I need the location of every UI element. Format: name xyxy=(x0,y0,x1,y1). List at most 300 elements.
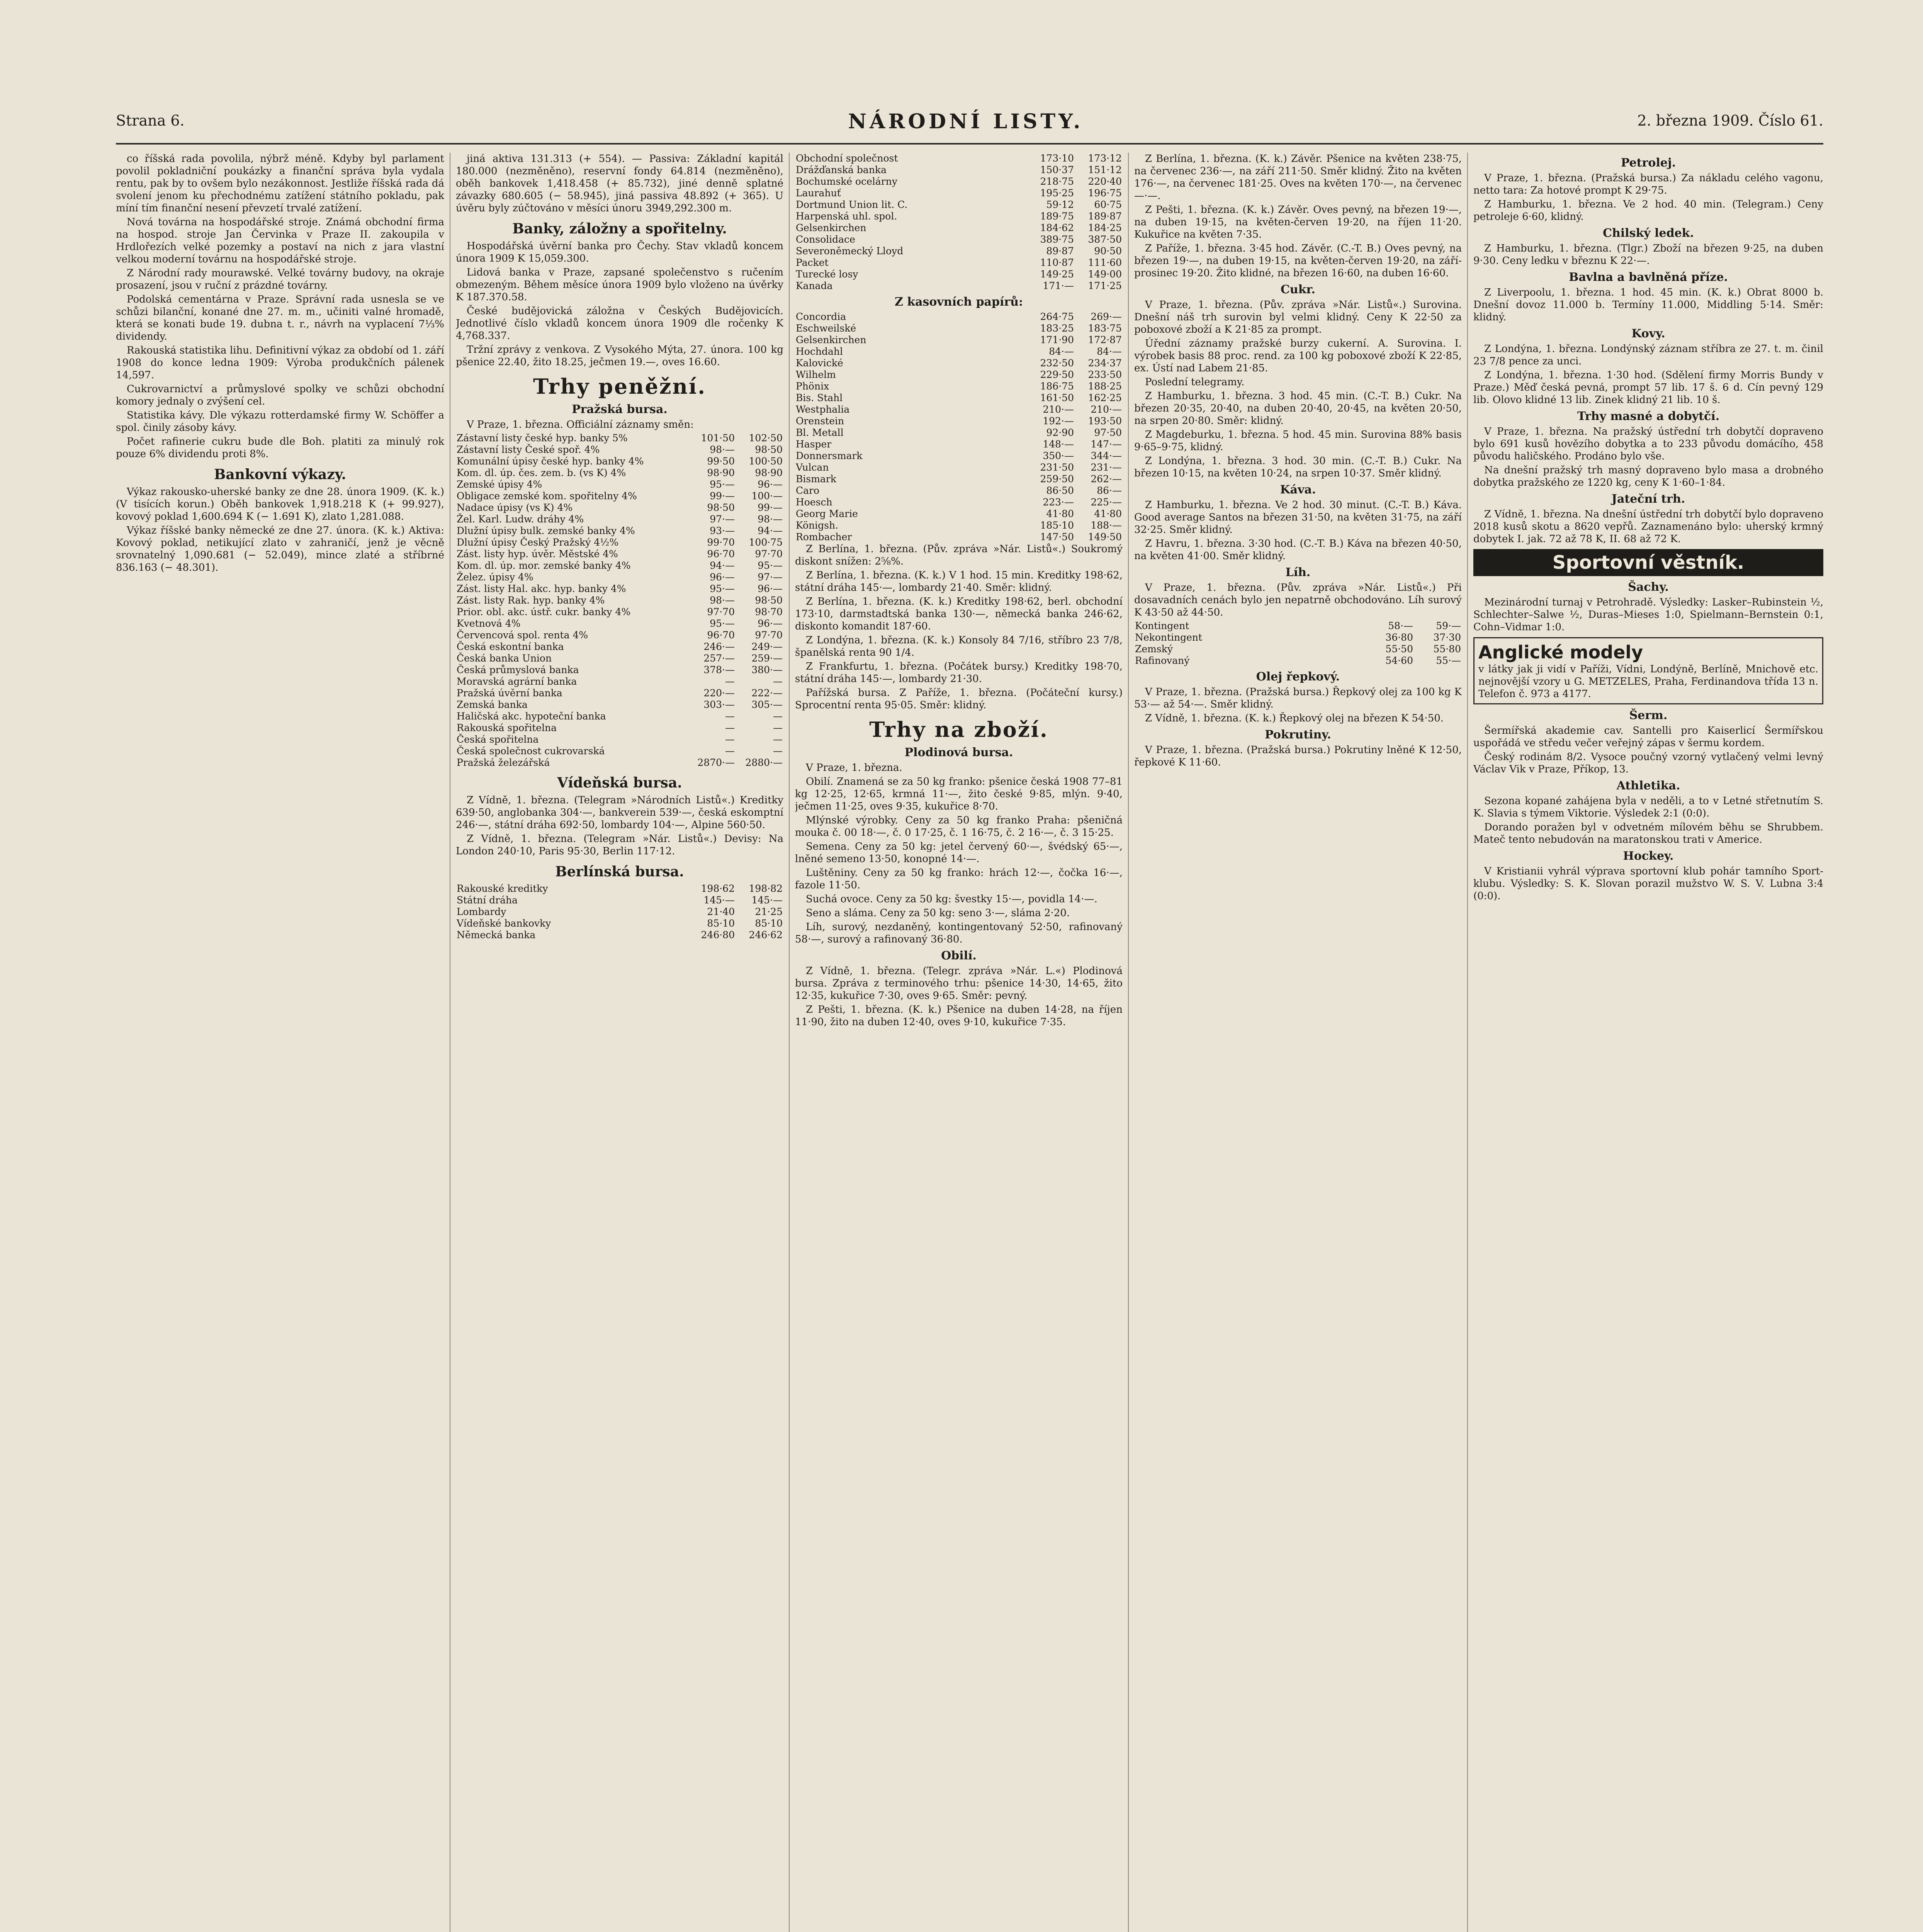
column-2 xyxy=(456,153,783,1932)
quote-row xyxy=(795,346,1123,357)
quote-row xyxy=(795,369,1123,381)
vienna-bourse-heading: Vídeňská bursa. xyxy=(557,775,682,791)
quote-row xyxy=(795,439,1123,450)
quote-value: 148·— xyxy=(1043,439,1074,450)
sugar-text xyxy=(1134,299,1462,480)
berlin-bourse-table xyxy=(456,883,783,941)
quote-value: 111·60 xyxy=(1088,257,1122,268)
quote-value: 225·— xyxy=(1091,497,1122,508)
article-paragraph: Z Londýna, 1. března. Londýnský záznam stříbra ze 27. t. m. činil 23 7/8 pence za unci. xyxy=(1473,343,1823,367)
slaughter-market-text xyxy=(1473,508,1823,545)
banks-text xyxy=(456,240,783,368)
article-paragraph: Seno a sláma. Ceny za 50 kg: seno 3·—, sláma 2·20. xyxy=(806,907,1070,919)
quote-value: 246·80 xyxy=(701,929,735,940)
quote-name: Consolidace xyxy=(796,234,855,245)
quote-name: Rafinovaný xyxy=(1135,655,1190,666)
quote-value: 99·— xyxy=(710,490,735,502)
article-paragraph: Z Národní rady mourawské. Velké továrny budovy, na okraje prosazení, jsou v ruční z prázdné továrny. xyxy=(116,267,444,291)
article-paragraph: Suchá ovoce. Ceny za 50 kg: švestky 15·—, povidla 14·—. xyxy=(806,893,1097,905)
quote-value: 100·— xyxy=(751,490,783,502)
quote-name: Česká společnost cukrovarská xyxy=(457,745,605,757)
quote-value: 222·— xyxy=(751,687,783,699)
quote-value: 188·— xyxy=(1091,520,1122,531)
quote-value: 150·37 xyxy=(1040,164,1074,175)
quote-value: 259·— xyxy=(751,653,783,664)
article-paragraph: Z Paříže, 1. března. 3·45 hod. Závěr. (C.-T. B.) Oves pevný, na březen 19·—, na duben 19·15, na květen-červen 19·20, na září-prosinec 19·20. Žito klidné, na březen 16·60, na duben 16·60. xyxy=(1134,243,1462,279)
quote-value: 97·50 xyxy=(1094,427,1122,438)
quote-value: 389·75 xyxy=(1040,234,1074,245)
quote-row xyxy=(1134,632,1462,643)
article-paragraph: České budějovická záložna v Českých Budějovicích. Jednotlivé číslo vkladů koncem února 1909 dle ročenky K 4,768.337. xyxy=(456,305,783,342)
quote-name: Kvetnová 4% xyxy=(457,618,521,629)
article-paragraph: Sezona kopané zahájena byla v neděli, a to v Letné střetnutím S. K. Slavia s týmem Viktorie. Výsledek 2:1 (0:0). xyxy=(1473,795,1823,819)
quote-value: 93·— xyxy=(710,525,735,536)
oilcake-text xyxy=(1134,744,1462,769)
quote-value: 378·— xyxy=(703,664,735,675)
quote-value: 95·— xyxy=(710,618,735,629)
quote-value: 98·— xyxy=(710,595,735,606)
quote-value: 89·87 xyxy=(1046,245,1074,257)
quote-value: 101·50 xyxy=(701,432,735,444)
quote-name: Státní dráha xyxy=(457,895,518,906)
quote-name: Dortmund Union lit. C. xyxy=(796,199,908,210)
coffee-text xyxy=(1134,499,1462,562)
saltpeter-text xyxy=(1473,242,1823,267)
quote-value: 231·50 xyxy=(1040,462,1074,473)
quote-name: Obchodní společnost xyxy=(796,153,898,164)
article-paragraph: Obilí. Znamená se za 50 kg franko: pšenice česká 1908 77–81 kg 12·25, 12·65, krmná 11·—, žito české 9·85, mlýn. 9·40, ječmen 11·25, oves 9·35, kukuřice 8·70. xyxy=(795,776,1123,812)
quote-row xyxy=(456,711,783,722)
quote-value: 97·70 xyxy=(755,629,783,641)
quote-name: Kalovické xyxy=(796,357,843,369)
column-5 xyxy=(1473,153,1823,1932)
bank-reports-heading: Bankovní výkazy. xyxy=(214,466,347,483)
quote-name: Bochumské ocelárny xyxy=(796,176,897,187)
quote-row xyxy=(456,745,783,757)
quote-row xyxy=(456,444,783,456)
hockey-heading: Hockey. xyxy=(1623,849,1674,863)
prague-bourse-note: V Praze, 1. března. Officiální záznamy směn: xyxy=(467,419,694,430)
article-paragraph: Z Hamburku, 1. března. Ve 2 hod. 30 minut. (C.-T. B.) Káva. Good average Santos na březen 31·50, na květen 31·75, na září 32·25. Směr klidný. xyxy=(1134,499,1462,536)
article-paragraph: Z Havru, 1. března. 3·30 hod. (C.-T. B.) Káva na březen 40·50, na květen 41·00. Směr klidný. xyxy=(1134,538,1462,562)
article-paragraph: Z Hamburku, 1. března. Ve 2 hod. 40 min. (Telegram.) Ceny petroleje 6·60, klidný. xyxy=(1473,199,1823,223)
spirit-table xyxy=(1134,620,1462,667)
quote-name: Hochdahl xyxy=(796,346,843,357)
quote-name: Wilhelm xyxy=(796,369,836,380)
quote-row xyxy=(795,381,1123,392)
quote-row xyxy=(795,153,1123,164)
quote-value: — xyxy=(725,745,735,757)
quote-value: 246·— xyxy=(703,641,735,652)
article-paragraph: jiná aktiva 131.313 (+ 554). — Passiva: Základní kapitál 180.000 (nezměněno), reservní fondy 64.814 (nezměněno), oběh bankovek 1,418.458 (+ 85.732), jiné denně splatné závazky 680.605 (− 58.945), jiná passiva 48.892 (+ 365). U úvěru byly zúčtováno v měsíci únoru 3949,292.300 m. xyxy=(456,153,783,214)
quote-value: 198·62 xyxy=(701,883,735,894)
quote-value: 55·50 xyxy=(1385,643,1413,655)
col3-articles xyxy=(795,543,1123,711)
quote-row xyxy=(456,502,783,514)
quote-value: 184·25 xyxy=(1088,222,1122,233)
quote-row xyxy=(456,595,783,606)
quote-row xyxy=(795,404,1123,415)
quote-value: 350·— xyxy=(1043,450,1074,461)
quote-value: — xyxy=(773,676,783,687)
petroleum-text xyxy=(1473,172,1823,223)
meat-cattle-text xyxy=(1473,425,1823,489)
quote-row xyxy=(456,467,783,479)
quote-value: 86·— xyxy=(1097,485,1122,496)
quote-value: — xyxy=(773,722,783,733)
ad-text: v látky jak ji vidí v Paříži, Vídni, Londýně, Berlíně, Mnichově etc. nejnovější vzory u G. METZELES, Praha, Ferdinandova třída 13 n. Telefon č. 973 a 4177. xyxy=(1478,663,1818,700)
column-4 xyxy=(1134,153,1462,1932)
quote-value: 86·50 xyxy=(1046,485,1074,496)
quote-name: Westphalia xyxy=(796,404,850,415)
quote-row xyxy=(456,606,783,618)
article-paragraph: V Praze, 1. března. (Pův. zpráva »Nár. Listů«.) Surovina. Dnešní náš trh surovin byl velmi klidný. Ceny K 22·50 za poboxové zboží a K 21·85 za prompt. xyxy=(1134,299,1462,335)
quote-value: — xyxy=(773,745,783,757)
quote-name: Zást. listy Rak. hyp. banky 4% xyxy=(457,595,605,606)
quote-name: Červencová spol. renta 4% xyxy=(457,629,588,641)
quote-value: 231·— xyxy=(1091,462,1122,473)
quote-value: 2870·— xyxy=(697,757,735,768)
quote-name: Hoesch xyxy=(796,497,832,508)
quote-name: Zástavní listy české hyp. banky 5% xyxy=(457,432,628,444)
fencing-text xyxy=(1473,724,1823,776)
quote-value: 96·70 xyxy=(707,548,735,560)
quote-name: Nadace úpisy (vs K) 4% xyxy=(457,502,573,513)
quote-value: 171·25 xyxy=(1088,280,1122,291)
quote-name: Pražská železářská xyxy=(457,757,550,768)
article-paragraph: Z Vídně, 1. března. Na dnešní ústřední trh dobytčí bylo dopraveno 2018 kusů skotu a 8620 vepřů. Zaznamenáno bylo: uherský krmný dobytek I. jak. 72 až 78 K, II. 68 až 72 K. xyxy=(1473,509,1823,545)
quote-value: 96·— xyxy=(758,618,783,629)
quote-name: Kontingent xyxy=(1135,620,1189,631)
quote-row xyxy=(795,280,1123,292)
quote-value: 233·50 xyxy=(1088,369,1122,380)
article-paragraph: Z Londýna, 1. března. (K. k.) Konsoly 84 7/16, stříbro 23 7/8, španělská renta 90 1/4. xyxy=(795,634,1123,658)
col1-articles xyxy=(116,153,444,460)
quote-row xyxy=(795,520,1123,531)
quote-value: 21·40 xyxy=(707,906,735,917)
article-paragraph: Z Berlína, 1. března. (Pův. zpráva »Nár. Listů«.) Soukromý diskont snížen: 2⅝%. xyxy=(795,543,1123,567)
page-header xyxy=(116,112,1823,139)
quote-value: 232·50 xyxy=(1040,357,1074,369)
quote-row xyxy=(456,653,783,664)
quote-name: Česká eskontní banka xyxy=(457,641,564,652)
sugar-heading: Cukr. xyxy=(1281,283,1315,296)
column-1 xyxy=(116,153,444,1932)
quote-row xyxy=(795,508,1123,520)
quote-value: 98·50 xyxy=(755,444,783,455)
column-divider xyxy=(1128,153,1129,1932)
quote-value: 96·— xyxy=(710,571,735,583)
article-paragraph: Hospodářská úvěrní banka pro Čechy. Stav vkladů koncem února 1909 K 15,059.300. xyxy=(456,240,783,264)
quote-row xyxy=(795,211,1123,222)
quote-row xyxy=(795,269,1123,280)
article-paragraph: Poslední telegramy. xyxy=(1145,376,1245,388)
article-paragraph: Dorando poražen byl v odvetném mílovém běhu se Shrubbem. Mateč tento nebudován na maratonskou trati v Americe. xyxy=(1473,821,1823,845)
article-paragraph: Z Frankfurtu, 1. března. (Počátek bursy.) Kreditky 198·70, státní dráha 145·—, lombardy 21·30. xyxy=(795,661,1123,685)
quote-row xyxy=(795,311,1123,323)
quote-value: 99·50 xyxy=(707,456,735,467)
grain-heading: Obilí. xyxy=(941,949,977,963)
article-paragraph: Z Berlína, 1. března. (K. k.) Závěr. Pšenice na květen 238·75, na červenec 236·—, na září 211·50. Směr klidný. Žito na květen 176·—, na červenec 181·25. Oves na květen 170·—, na červenec —·—. xyxy=(1134,153,1462,202)
quote-value: 188·25 xyxy=(1088,381,1122,392)
quote-row xyxy=(456,583,783,595)
quote-row xyxy=(456,757,783,769)
quote-row xyxy=(795,392,1123,404)
quote-row xyxy=(456,687,783,699)
article-paragraph: Nová továrna na hospodářské stroje. Známá obchodní firma na hospod. stroje Jan Červinka v Praze II. zakoupila v Hrdlořezích velké pozemky a postaví na nich z jara vlastní velkou moderní továrnu na hospodářské stroje. xyxy=(116,216,444,265)
ad-title: Anglické modely xyxy=(1478,642,1643,663)
quote-name: Concordia xyxy=(796,311,846,322)
athletics-text xyxy=(1473,795,1823,846)
quote-name: Hasper xyxy=(796,439,832,450)
quote-name: Turecké losy xyxy=(796,269,858,280)
quote-row xyxy=(456,490,783,502)
quote-value: 196·75 xyxy=(1088,187,1122,199)
coffee-heading: Káva. xyxy=(1280,483,1316,497)
quote-row xyxy=(456,918,783,929)
quote-row xyxy=(795,450,1123,462)
quote-name: Komunální úpisy české hyp. banky 4% xyxy=(457,456,644,467)
produce-bourse-heading: Plodinová bursa. xyxy=(904,746,1013,759)
quote-name: Vídeňské bankovky xyxy=(457,918,551,929)
quote-value: 58·— xyxy=(1388,620,1413,631)
quote-value: 55·— xyxy=(1436,655,1461,666)
hockey-text xyxy=(1473,865,1823,902)
chess-text xyxy=(1473,596,1823,633)
quote-value: 90·50 xyxy=(1094,245,1122,257)
column-divider xyxy=(789,153,790,1932)
quote-name: Donnersmark xyxy=(796,450,863,461)
quote-value: 98·50 xyxy=(755,595,783,606)
quote-value: 264·75 xyxy=(1040,311,1074,322)
quote-value: 186·75 xyxy=(1040,381,1074,392)
quote-value: 161·50 xyxy=(1040,392,1074,403)
quote-name: Zástavní listy České spoř. 4% xyxy=(457,444,600,455)
quote-name: Lombardy xyxy=(457,906,506,917)
quote-value: 99·— xyxy=(758,502,783,513)
quote-value: 147·— xyxy=(1091,439,1122,450)
quote-row xyxy=(795,462,1123,473)
quote-value: 173·12 xyxy=(1088,153,1122,164)
quote-name: Zemské úpisy 4% xyxy=(457,479,542,490)
quote-name: Obligace zemské kom. spořitelny 4% xyxy=(457,490,637,502)
quote-value: 220·40 xyxy=(1088,176,1122,187)
issue-date-number: 2. března 1909. Číslo 61. xyxy=(1637,112,1823,129)
quote-row xyxy=(795,323,1123,334)
quote-value: 172·87 xyxy=(1088,334,1122,345)
quote-row xyxy=(456,514,783,525)
article-paragraph: Semena. Ceny za 50 kg: jetel červený 60·—, švédský 65·—, lněné semeno 13·50, konopné 14·—. xyxy=(795,841,1123,865)
quote-row xyxy=(456,479,783,490)
quote-name: Eschweilské xyxy=(796,323,856,334)
quote-row xyxy=(456,906,783,918)
rapeseed-oil-text xyxy=(1134,686,1462,724)
quote-name: Nekontingent xyxy=(1135,632,1203,643)
quote-name: Severoněmecký Lloyd xyxy=(796,245,904,257)
spirit-heading: Líh. xyxy=(1285,566,1311,579)
header-rule xyxy=(116,143,1823,145)
quote-value: 344·— xyxy=(1091,450,1122,461)
quote-row xyxy=(1134,655,1462,667)
article-paragraph: V Praze, 1. března. (Pův. zpráva »Nár. Listů«.) Při dosavadních cenách bylo jen nepatrně obchodováno. Líh surový K 43·50 až 44·50. xyxy=(1134,582,1462,618)
quote-value: 94·— xyxy=(758,525,783,536)
quote-value: 97·70 xyxy=(755,548,783,560)
berlin-bourse-heading: Berlínská bursa. xyxy=(555,864,684,880)
quote-value: 262·— xyxy=(1091,473,1122,485)
petroleum-heading: Petrolej. xyxy=(1621,156,1676,170)
quote-name: Rombacher xyxy=(796,531,852,543)
quote-value: 193·50 xyxy=(1088,415,1122,427)
quote-value: 218·75 xyxy=(1040,176,1074,187)
quote-row xyxy=(456,537,783,548)
quote-value: 220·— xyxy=(703,687,735,699)
quote-value: 60·75 xyxy=(1094,199,1122,210)
quote-name: Vulcan xyxy=(796,462,829,473)
quote-value: 195·25 xyxy=(1040,187,1074,199)
quote-name: Rakouská spořitelna xyxy=(457,722,557,733)
money-markets-heading: Trhy peněžní. xyxy=(533,374,707,399)
quote-value: 84·— xyxy=(1049,346,1074,357)
article-paragraph: Z Liverpoolu, 1. března. 1 hod. 45 min. (K. k.) Obrat 8000 b. Dnešní dovoz 11.000 b. Termíny 11.000, Middling 5·14. Směr: klidný. xyxy=(1473,287,1823,323)
quote-name: Kom. dl. úp. mor. zemské banky 4% xyxy=(457,560,631,571)
quote-value: 41·80 xyxy=(1094,508,1122,519)
quote-row xyxy=(456,734,783,745)
quote-row xyxy=(456,629,783,641)
quote-name: Harpenská uhl. spol. xyxy=(796,211,897,222)
quote-row xyxy=(456,548,783,560)
quote-value: 54·60 xyxy=(1385,655,1413,666)
article-paragraph: V Praze, 1. března. Na pražský ústřední trh dobytčí dopraveno bylo 691 kusů hovězího dobytka a to 233 původu domácího, 458 původu haličského. Prodáno bylo vše. xyxy=(1473,426,1823,462)
quote-value: 99·70 xyxy=(707,537,735,548)
quote-value: 98·90 xyxy=(755,467,783,478)
quote-row xyxy=(456,722,783,734)
quote-row xyxy=(795,222,1123,234)
quote-value: 147·50 xyxy=(1040,531,1074,543)
article-paragraph: Z Pešti, 1. března. (K. k.) Pšenice na duben 14·28, na říjen 11·90, žito na duben 12·40, oves 9·10, kukuřice 7·35. xyxy=(795,1004,1123,1028)
quote-name: Kom. dl. úp. čes. zem. b. (vs K) 4% xyxy=(457,467,626,478)
quote-value: 84·— xyxy=(1097,346,1122,357)
quote-name: Česká spořitelna xyxy=(457,734,539,745)
quote-value: 98·70 xyxy=(755,606,783,617)
quote-value: 95·— xyxy=(758,560,783,571)
article-paragraph: Líh, surový, nezdaněný, kontingentovaný 52·50, rafinovaný 58·—, surový a rafinovaný 36·80. xyxy=(795,921,1123,945)
quote-value: 387·50 xyxy=(1088,234,1122,245)
quote-value: 97·— xyxy=(758,571,783,583)
quote-name: Königsh. xyxy=(796,520,839,531)
quote-value: 55·80 xyxy=(1433,643,1461,655)
quote-value: 41·80 xyxy=(1046,508,1074,519)
quote-value: 380·— xyxy=(751,664,783,675)
quote-value: 189·75 xyxy=(1040,211,1074,222)
article-paragraph: Mezinárodní turnaj v Petrohradě. Výsledky: Lasker–Rubinstein ½, Schlechter–Salwe ½, Duras–Mieses 1:0, Spielmann–Bernstein 0:1, Cohn–Vidmar 1:0. xyxy=(1473,597,1823,633)
quote-value: 171·90 xyxy=(1040,334,1074,345)
quote-name: Bismark xyxy=(796,473,836,485)
quote-row xyxy=(456,641,783,653)
quote-row xyxy=(795,485,1123,497)
article-paragraph: Z Hamburku, 1. března. 3 hod. 45 min. (C.-T. B.) Cukr. Na březen 20·35, 20·40, na duben 20·40, 20·45, na květen 20·50, na srpen 20·80. Směr: klidný. xyxy=(1134,390,1462,427)
quote-row xyxy=(456,699,783,711)
fencing-heading: Šerm. xyxy=(1629,709,1668,722)
quote-value: — xyxy=(725,676,735,687)
quote-value: 246·62 xyxy=(749,929,783,940)
quote-row xyxy=(795,334,1123,346)
article-paragraph: Z Vídně, 1. března. (Telegram »Národních Listů«.) Kreditky 639·50, anglobanka 304·—, bankverein 539·—, česká eskomptní 246·—, státní dráha 692·50, lombardy 104·—, Alpine 560·50. xyxy=(456,794,783,831)
quote-value: 95·— xyxy=(710,479,735,490)
quote-row xyxy=(795,427,1123,439)
article-paragraph: Z Magdeburku, 1. března. 5 hod. 45 min. Surovina 88% basis 9·65–9·75, klidný. xyxy=(1134,429,1462,453)
article-paragraph: Na dnešní pražský trh masný dopraveno bylo masa a drobného dobytka pražského ze 1220 kg, ceny K 1·60–1·84. xyxy=(1473,464,1823,488)
quote-row xyxy=(456,664,783,676)
quote-row xyxy=(795,257,1123,269)
quote-row xyxy=(795,187,1123,199)
quote-name: Moravská agrární banka xyxy=(457,676,577,687)
quote-value: 96·— xyxy=(758,479,783,490)
article-paragraph: Z Vídně, 1. března. (Telegr. zpráva »Nár. L.«) Plodinová bursa. Zpráva z terminového trhu: pšenice 14·30, 14·65, žito 12·35, kukuřice 7·30, oves 9·65. Směr: pevný. xyxy=(795,965,1123,1002)
banks-heading: Banky, záložny a spořitelny. xyxy=(512,221,727,237)
saltpeter-heading: Chilský ledek. xyxy=(1603,226,1694,240)
quote-name: Zást. listy Hal. akc. hyp. banky 4% xyxy=(457,583,626,594)
quote-value: 192·— xyxy=(1043,415,1074,427)
cotton-text xyxy=(1473,286,1823,323)
article-paragraph: Český rodinám 8/2. Vysoce poučný vzorný vytlačený velmi levný Václav Vik v Praze, Příkop, 13. xyxy=(1473,751,1823,775)
quote-row xyxy=(795,245,1123,257)
quote-name: Zást. listy hyp. úvěr. Městské 4% xyxy=(457,548,618,560)
slaughter-market-heading: Jateční trh. xyxy=(1611,492,1685,506)
quote-name: Zemský xyxy=(1135,643,1173,655)
quote-row xyxy=(795,176,1123,187)
article-paragraph: Lidová banka v Praze, zapsané společenstvo s ručením obmezeným. Během měsíce února 1909 bylo vloženo na úvěrky K 187.370.58. xyxy=(456,267,783,303)
quote-name: Orenstein xyxy=(796,415,844,427)
quote-row xyxy=(1134,643,1462,655)
quote-value: 110·87 xyxy=(1040,257,1074,268)
article-paragraph: V Praze, 1. března. (Pražská bursa.) Řepkový olej za 100 kg K 53·— až 54·—. Směr klidný. xyxy=(1134,686,1462,710)
quote-value: 183·25 xyxy=(1040,323,1074,334)
quote-name: Laurahuť xyxy=(796,187,841,199)
quote-value: 145·— xyxy=(703,895,735,906)
article-paragraph: Výkaz říšské banky německé ze dne 27. února. (K. k.) Aktiva: Kovový poklad, netikující zlato v zahraničí, jenž je věcně srovnatelný 1,090.681 (− 52.049), mince zlaté a stříbrné 836.163 (− 48.301). xyxy=(116,525,444,573)
quote-value: 173·10 xyxy=(1040,153,1074,164)
quote-value: 189·87 xyxy=(1088,211,1122,222)
quote-name: Drážďanská banka xyxy=(796,164,887,175)
quote-value: — xyxy=(725,734,735,745)
metals-heading: Kovy. xyxy=(1631,327,1665,340)
quote-value: 21·25 xyxy=(755,906,783,917)
article-paragraph: V Praze, 1. března. (Pražská bursa.) Pokrutiny lněné K 12·50, řepkové K 11·60. xyxy=(1134,744,1462,768)
quote-name: Žel. Karl. Ludw. dráhy 4% xyxy=(457,514,584,525)
article-paragraph: Výkaz rakousko-uherské banky ze dne 28. února 1909. (K. k.) (V tisících korun.) Oběh bankovek 1,918.218 K (+ 99.927), kovový poklad 1,600.694 K (− 1.691 K), zlato 1,281.088. xyxy=(116,486,444,522)
quote-row xyxy=(1134,620,1462,632)
quote-name: Zemská banka xyxy=(457,699,528,710)
column-3 xyxy=(795,153,1123,1932)
article-paragraph: Podolská cementárna v Praze. Správní rada usnesla se ve schůzi bilanční, konané dne 27. m. m., učiniti valné hromadě, která se konati bude 19. dubna t. r., návrh na vyplacení 7⅓% dividendy. xyxy=(116,294,444,342)
article-paragraph: Úřední záznamy pražské burzy cukerní. A. Surovina. I. výrobek basis 88 proc. rend. za 100 kg poboxové zboží K 22·85, ex. Ústí nad Labem 21·85. xyxy=(1134,338,1462,374)
article-paragraph: Z Vídně, 1. března. (K. k.) Řepkový olej na březen K 54·50. xyxy=(1145,713,1444,724)
metals-text xyxy=(1473,343,1823,406)
quote-value: 145·— xyxy=(751,895,783,906)
quote-value: 149·00 xyxy=(1088,269,1122,280)
quote-name: Bl. Metall xyxy=(796,427,844,438)
quote-value: 98·— xyxy=(710,444,735,455)
quote-value: 305·— xyxy=(751,699,783,710)
quote-value: 100·75 xyxy=(749,537,783,548)
quote-value: 37·30 xyxy=(1433,632,1461,643)
article-paragraph: Z Vídně, 1. března. (Telegram »Nár. Listů«.) Devisy: Na London 240·10, Paris 95·30, Berlin 117·12. xyxy=(456,833,783,857)
berlin-stocks-table xyxy=(795,153,1123,292)
prague-bourse-table xyxy=(456,432,783,769)
article-paragraph: Šermířská akademie cav. Santelli pro Kaiserlicí Šermířskou uspořádá ve středu večer veřejný zápas v šermu kordem. xyxy=(1473,725,1823,749)
article-paragraph: V Praze, 1. března. xyxy=(806,762,902,774)
quote-name: Pražská úvěrní banka xyxy=(457,687,562,699)
